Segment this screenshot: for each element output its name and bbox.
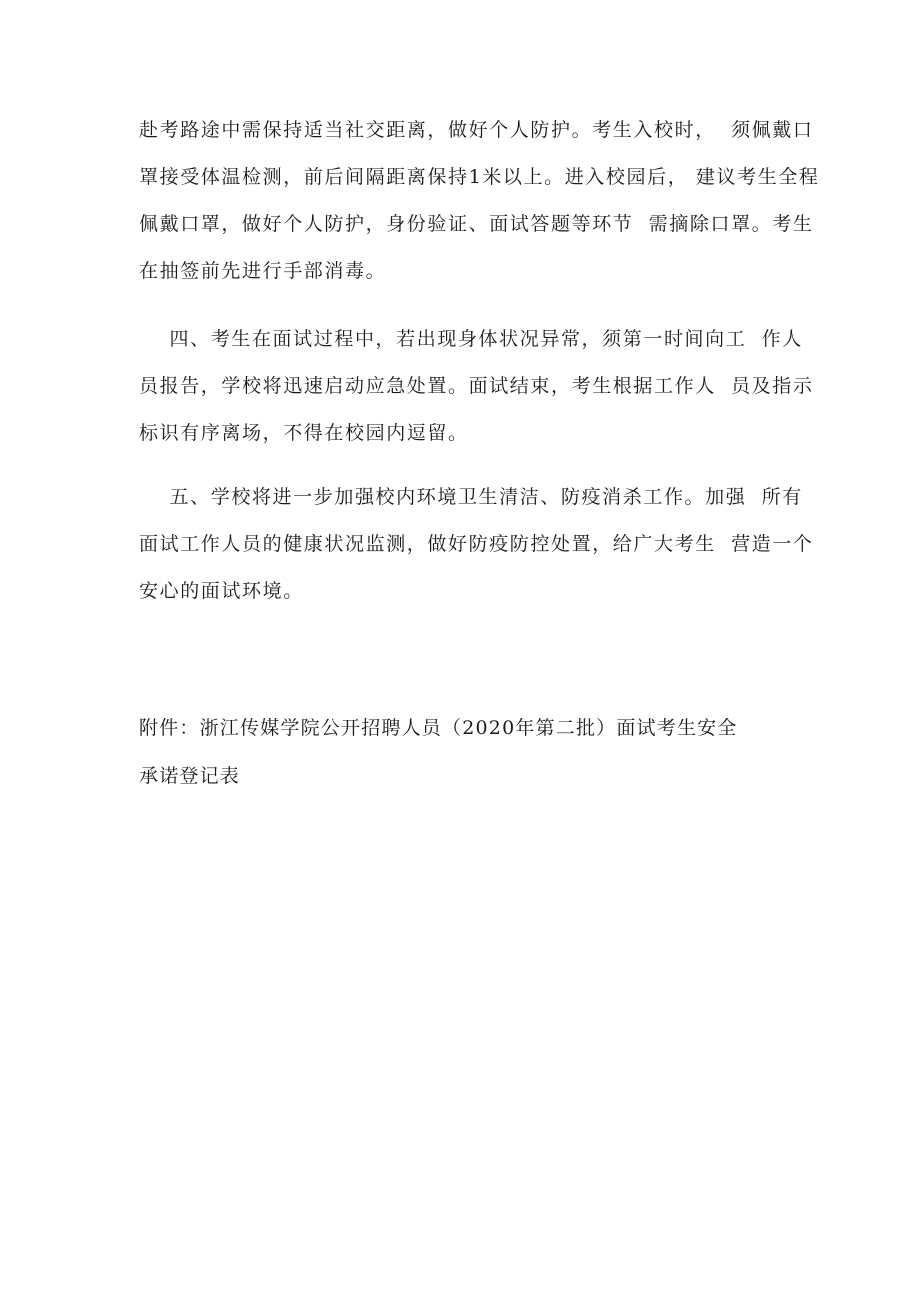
text-line: 标识有序离场，不得在校园内逗留。 [139, 422, 469, 444]
text-line: 员报告，学校将迅速启动应急处置。面试结束，考生根据工作人 员及指示 [139, 375, 814, 397]
attachment-line: 附件：浙江传媒学院公开招聘人员（2020年第二批）面试考生安全 [139, 717, 738, 739]
paragraph-entry-precautions [139, 107, 820, 295]
text-line: 四、考生在面试过程中，若出现身体状况异常，须第一时间向工 作人 [139, 328, 803, 350]
attachment-line: 承诺登记表 [139, 765, 241, 787]
text-line: 面试工作人员的健康状况监测，做好防疫防控处置，给广大考生 营造一个 [139, 533, 814, 555]
paragraph-item-five [139, 474, 814, 615]
text-line: 佩戴口罩，做好个人防护，身份验证、面试答题等环节 需摘除口罩。考生 [139, 213, 814, 235]
text-line: 安心的面试环境。 [139, 580, 304, 602]
text-line: 赴考路途中需保持适当社交距离，做好个人防护。考生入校时， 须佩戴口 [139, 119, 814, 141]
paragraph-item-four [139, 316, 814, 457]
text-line: 罩接受体温检测，前后间隔距离保持1米以上。进入校园后， 建议考生全程 [139, 166, 820, 188]
text-line: 在抽签前先进行手部消毒。 [139, 260, 387, 282]
text-line: 五、学校将进一步加强校内环境卫生清洁、防疫消杀工作。加强 所有 [139, 486, 803, 508]
